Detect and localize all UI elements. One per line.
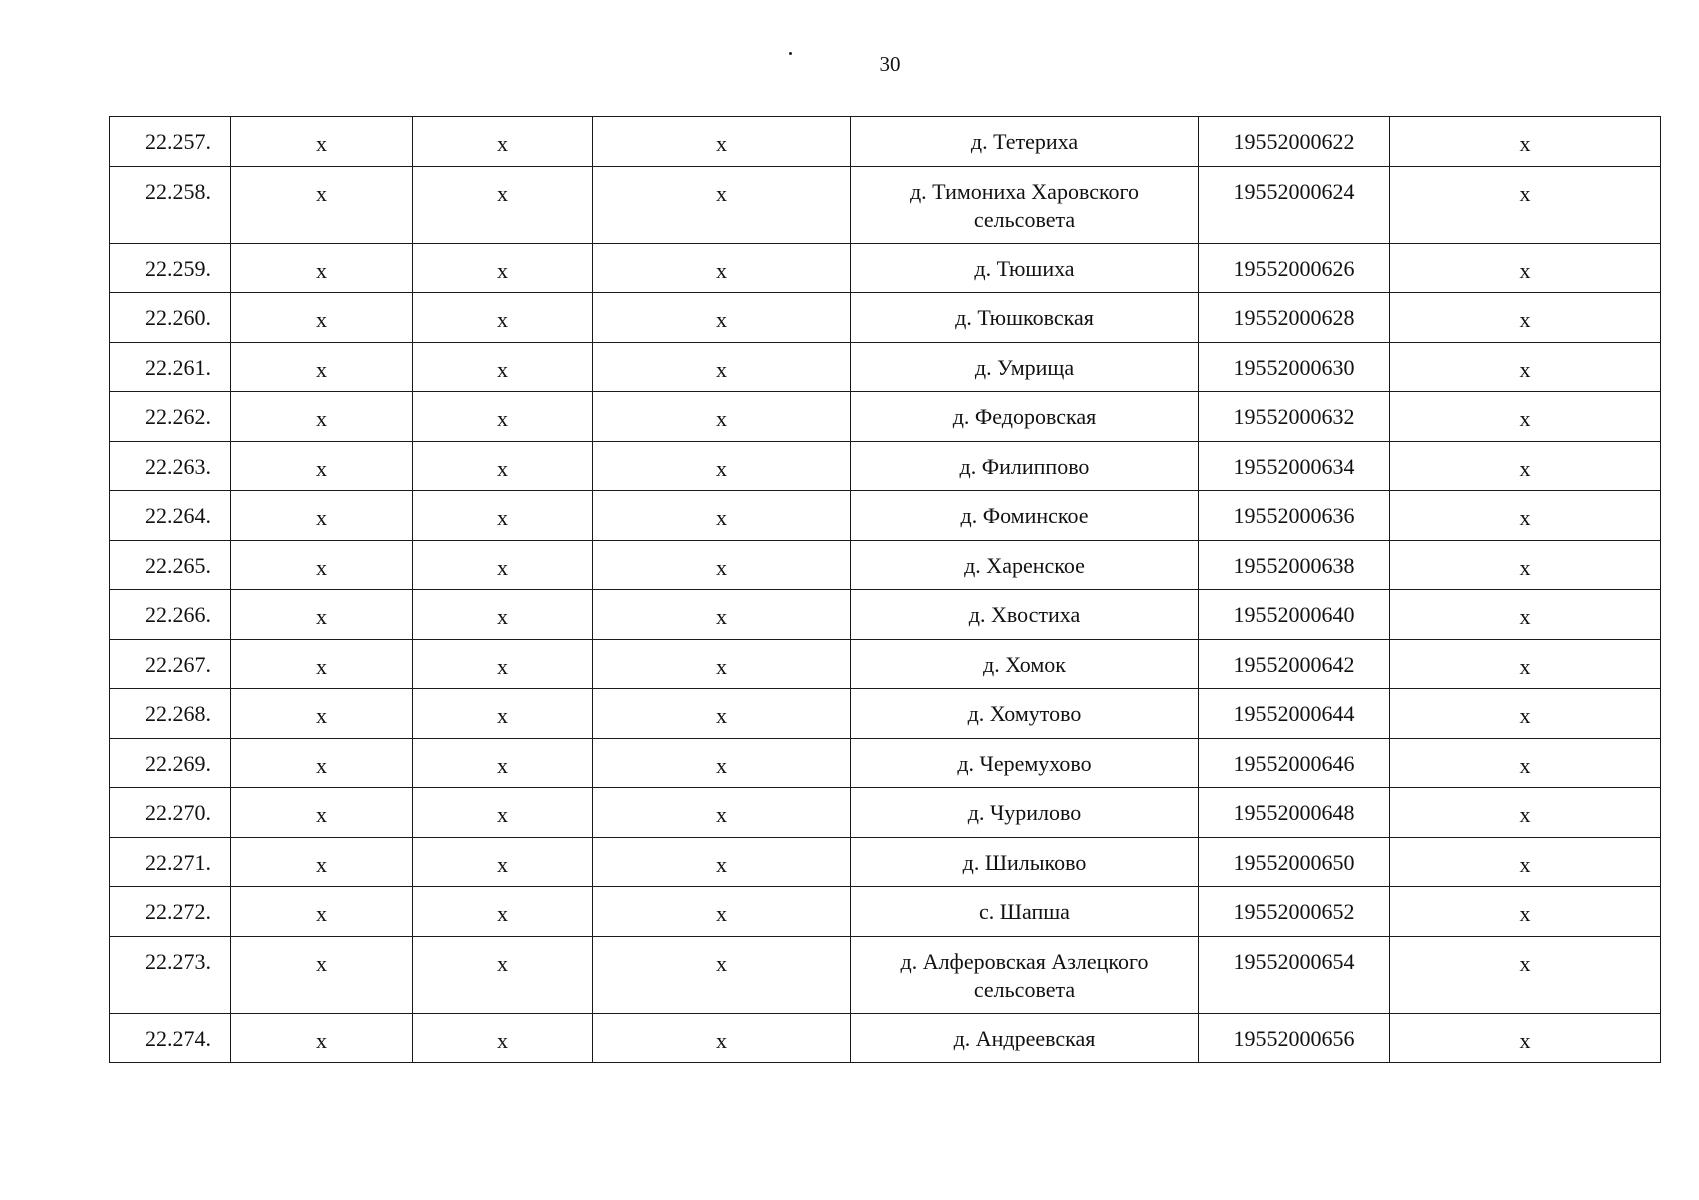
oktmo-code-cell: 19552000622: [1199, 117, 1390, 167]
settlement-name-cell: д. Тюшковская: [851, 293, 1199, 343]
table-row: [110, 936, 1661, 1013]
x-mark-cell: х: [593, 887, 851, 937]
settlement-name-cell: д. Хвостиха: [851, 590, 1199, 640]
settlement-name-cell: д. Харенское: [851, 540, 1199, 590]
row-number-cell: 22.274.: [110, 1013, 231, 1063]
x-mark-cell: х: [1390, 441, 1661, 491]
row-number-cell: 22.272.: [110, 887, 231, 937]
row-number-cell: 22.262.: [110, 392, 231, 442]
oktmo-code-cell: 19552000624: [1199, 166, 1390, 243]
table-row: [110, 342, 1661, 392]
x-mark-cell: х: [593, 590, 851, 640]
table-row: [110, 689, 1661, 739]
row-number-cell: 22.263.: [110, 441, 231, 491]
x-mark-cell: х: [1390, 788, 1661, 838]
table-body: [110, 117, 1661, 1063]
settlement-name-cell: д. Черемухово: [851, 738, 1199, 788]
settlement-name-cell: д. Филиппово: [851, 441, 1199, 491]
row-number-cell: 22.260.: [110, 293, 231, 343]
x-mark-cell: х: [413, 689, 593, 739]
oktmo-code-cell: 19552000630: [1199, 342, 1390, 392]
x-mark-cell: х: [413, 936, 593, 1013]
table-row: [110, 392, 1661, 442]
x-mark-cell: х: [413, 837, 593, 887]
x-mark-cell: х: [413, 243, 593, 293]
x-mark-cell: х: [593, 788, 851, 838]
x-mark-cell: х: [593, 166, 851, 243]
x-mark-cell: х: [231, 639, 413, 689]
table-row: [110, 540, 1661, 590]
oktmo-code-cell: 19552000640: [1199, 590, 1390, 640]
x-mark-cell: х: [413, 491, 593, 541]
oktmo-code-cell: 19552000654: [1199, 936, 1390, 1013]
x-mark-cell: х: [231, 293, 413, 343]
x-mark-cell: х: [593, 392, 851, 442]
x-mark-cell: х: [1390, 936, 1661, 1013]
settlement-name-cell: д. Хомутово: [851, 689, 1199, 739]
x-mark-cell: х: [413, 392, 593, 442]
x-mark-cell: х: [1390, 639, 1661, 689]
x-mark-cell: х: [231, 540, 413, 590]
table-row: [110, 491, 1661, 541]
x-mark-cell: х: [413, 342, 593, 392]
row-number-cell: 22.261.: [110, 342, 231, 392]
settlement-name-cell: д. Умрища: [851, 342, 1199, 392]
x-mark-cell: х: [593, 243, 851, 293]
x-mark-cell: х: [1390, 117, 1661, 167]
x-mark-cell: х: [231, 1013, 413, 1063]
table-row: [110, 243, 1661, 293]
table-row: [110, 590, 1661, 640]
x-mark-cell: х: [1390, 166, 1661, 243]
settlement-name-cell: д. Шилыково: [851, 837, 1199, 887]
x-mark-cell: х: [231, 887, 413, 937]
table-row: [110, 441, 1661, 491]
x-mark-cell: х: [1390, 590, 1661, 640]
x-mark-cell: х: [593, 837, 851, 887]
x-mark-cell: х: [231, 689, 413, 739]
settlement-name-cell: д. Чурилово: [851, 788, 1199, 838]
table-row: [110, 887, 1661, 937]
x-mark-cell: х: [413, 540, 593, 590]
row-number-cell: 22.267.: [110, 639, 231, 689]
row-number-cell: 22.258.: [110, 166, 231, 243]
x-mark-cell: х: [593, 738, 851, 788]
x-mark-cell: х: [413, 887, 593, 937]
x-mark-cell: х: [231, 392, 413, 442]
x-mark-cell: х: [1390, 392, 1661, 442]
x-mark-cell: х: [413, 1013, 593, 1063]
x-mark-cell: х: [593, 342, 851, 392]
row-number-cell: 22.271.: [110, 837, 231, 887]
x-mark-cell: х: [231, 166, 413, 243]
oktmo-code-cell: 19552000646: [1199, 738, 1390, 788]
x-mark-cell: х: [1390, 293, 1661, 343]
oktmo-code-cell: 19552000642: [1199, 639, 1390, 689]
settlement-name-cell: д. Андреевская: [851, 1013, 1199, 1063]
x-mark-cell: х: [413, 639, 593, 689]
x-mark-cell: х: [231, 936, 413, 1013]
x-mark-cell: х: [1390, 1013, 1661, 1063]
settlement-name-cell: д. Хомок: [851, 639, 1199, 689]
x-mark-cell: х: [231, 117, 413, 167]
oktmo-code-cell: 19552000626: [1199, 243, 1390, 293]
settlement-name-cell: д. Тимониха Харовского сельсовета: [851, 166, 1199, 243]
x-mark-cell: х: [413, 738, 593, 788]
oktmo-code-cell: 19552000644: [1199, 689, 1390, 739]
table-row: [110, 166, 1661, 243]
x-mark-cell: х: [413, 166, 593, 243]
x-mark-cell: х: [413, 590, 593, 640]
row-number-cell: 22.268.: [110, 689, 231, 739]
settlement-name-cell: д. Тюшиха: [851, 243, 1199, 293]
x-mark-cell: х: [231, 590, 413, 640]
settlement-name-cell: д. Тетериха: [851, 117, 1199, 167]
x-mark-cell: х: [1390, 887, 1661, 937]
x-mark-cell: х: [231, 738, 413, 788]
x-mark-cell: х: [231, 837, 413, 887]
x-mark-cell: х: [593, 689, 851, 739]
settlement-name-cell: д. Фоминское: [851, 491, 1199, 541]
x-mark-cell: х: [593, 936, 851, 1013]
row-number-cell: 22.270.: [110, 788, 231, 838]
x-mark-cell: х: [413, 788, 593, 838]
x-mark-cell: х: [1390, 738, 1661, 788]
x-mark-cell: х: [231, 491, 413, 541]
settlement-name-cell: с. Шапша: [851, 887, 1199, 937]
x-mark-cell: х: [593, 117, 851, 167]
x-mark-cell: х: [593, 540, 851, 590]
scan-speck: [789, 52, 792, 55]
row-number-cell: 22.273.: [110, 936, 231, 1013]
oktmo-code-cell: 19552000638: [1199, 540, 1390, 590]
table-row: [110, 738, 1661, 788]
settlement-name-cell: д. Алферовская Азлецкого сельсовета: [851, 936, 1199, 1013]
x-mark-cell: х: [231, 441, 413, 491]
x-mark-cell: х: [593, 639, 851, 689]
x-mark-cell: х: [1390, 540, 1661, 590]
row-number-cell: 22.266.: [110, 590, 231, 640]
x-mark-cell: х: [413, 441, 593, 491]
x-mark-cell: х: [413, 117, 593, 167]
x-mark-cell: х: [1390, 491, 1661, 541]
oktmo-code-cell: 19552000652: [1199, 887, 1390, 937]
x-mark-cell: х: [1390, 243, 1661, 293]
oktmo-code-cell: 19552000636: [1199, 491, 1390, 541]
row-number-cell: 22.259.: [110, 243, 231, 293]
x-mark-cell: х: [1390, 342, 1661, 392]
x-mark-cell: х: [231, 243, 413, 293]
x-mark-cell: х: [413, 293, 593, 343]
settlements-table: [109, 116, 1661, 1063]
table-row: [110, 117, 1661, 167]
x-mark-cell: х: [593, 293, 851, 343]
oktmo-code-cell: 19552000628: [1199, 293, 1390, 343]
page-number: 30: [879, 52, 901, 76]
settlement-name-cell: д. Федоровская: [851, 392, 1199, 442]
row-number-cell: 22.269.: [110, 738, 231, 788]
row-number-cell: 22.264.: [110, 491, 231, 541]
oktmo-code-cell: 19552000656: [1199, 1013, 1390, 1063]
oktmo-code-cell: 19552000634: [1199, 441, 1390, 491]
row-number-cell: 22.257.: [110, 117, 231, 167]
table-row: [110, 788, 1661, 838]
oktmo-code-cell: 19552000648: [1199, 788, 1390, 838]
oktmo-code-cell: 19552000632: [1199, 392, 1390, 442]
table-row: [110, 639, 1661, 689]
x-mark-cell: х: [593, 1013, 851, 1063]
row-number-cell: 22.265.: [110, 540, 231, 590]
x-mark-cell: х: [1390, 689, 1661, 739]
oktmo-code-cell: 19552000650: [1199, 837, 1390, 887]
table-row: [110, 293, 1661, 343]
table-row: [110, 837, 1661, 887]
x-mark-cell: х: [231, 788, 413, 838]
table-row: [110, 1013, 1661, 1063]
x-mark-cell: х: [1390, 837, 1661, 887]
x-mark-cell: х: [231, 342, 413, 392]
x-mark-cell: х: [593, 441, 851, 491]
x-mark-cell: х: [593, 491, 851, 541]
